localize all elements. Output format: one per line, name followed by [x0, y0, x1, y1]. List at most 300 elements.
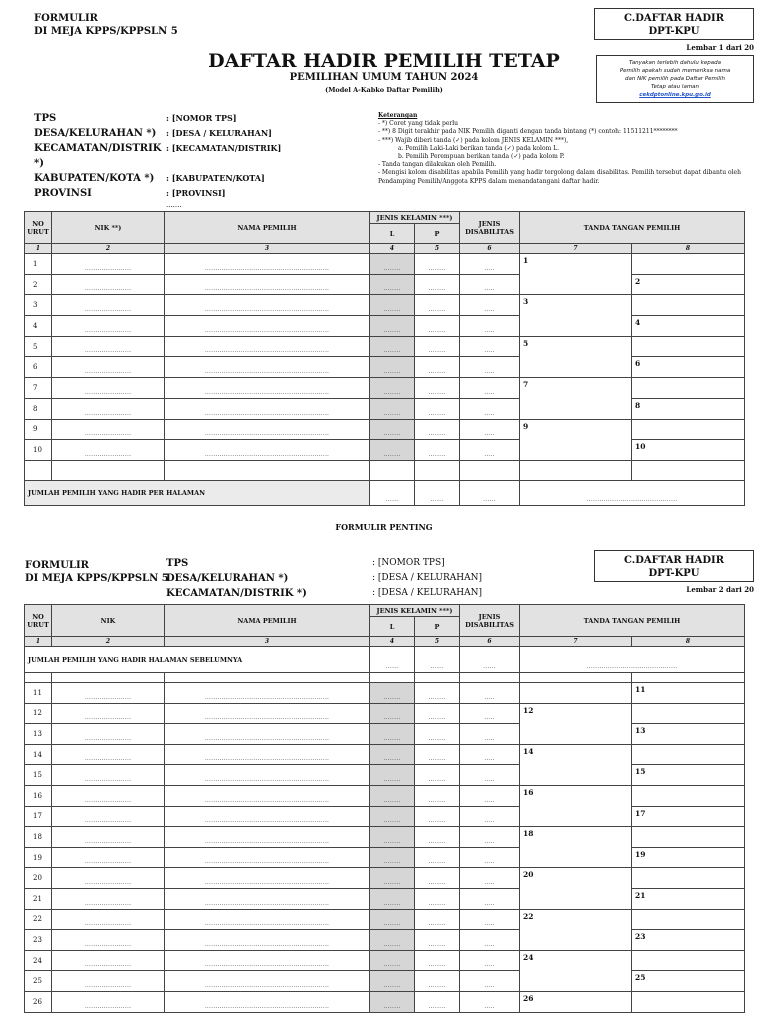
col-header-p: P: [415, 224, 460, 244]
signature-left[interactable]: 18: [520, 827, 632, 868]
signature-right[interactable]: [632, 785, 745, 806]
gender-l-field[interactable]: ........: [370, 336, 415, 357]
previous-l[interactable]: ......: [370, 647, 415, 673]
gender-p-field[interactable]: ........: [415, 254, 460, 275]
note-line: - Mengisi kolom disabilitas apabila Pemilih yang hadir tergolong dalam disabilitas. Pemilih tersebut dapat dibantu oleh Pendamping Pemilih/Anggota KPPS dalam menandatangani daftar hadir.: [378, 169, 741, 185]
formulir-line2: DI MEJA KPPS/KPPSLN 5: [34, 26, 178, 37]
col-header-nama: NAMA PEMILIH: [165, 605, 370, 637]
signature-left[interactable]: 20: [520, 868, 632, 909]
previous-dis[interactable]: ......: [460, 647, 520, 673]
disability-field[interactable]: .....: [460, 419, 520, 440]
signature-left[interactable]: 14: [520, 744, 632, 785]
nama-field[interactable]: ...........................................................: [165, 398, 370, 419]
gender-p-field[interactable]: ........: [415, 827, 460, 848]
signature-right[interactable]: [632, 336, 745, 357]
gender-p-field[interactable]: ........: [415, 806, 460, 827]
signature-right[interactable]: 23: [632, 930, 745, 951]
table-row: [25, 683, 745, 704]
signature-right[interactable]: 2: [632, 274, 745, 295]
nama-field[interactable]: ...........................................................: [165, 868, 370, 889]
previous-total-label: JUMLAH PEMILIH YANG HADIR HALAMAN SEBELUMNYA: [25, 647, 370, 673]
table-row: [25, 703, 745, 724]
nama-field[interactable]: ...........................................................: [165, 419, 370, 440]
gender-l-field[interactable]: ........: [370, 295, 415, 316]
gender-p-field[interactable]: ........: [415, 724, 460, 745]
identity-value: : [DESA / KELURAHAN]: [372, 573, 482, 583]
gender-l-field[interactable]: ........: [370, 357, 415, 378]
gender-l-field[interactable]: ........: [370, 316, 415, 337]
gender-p-field[interactable]: ........: [415, 295, 460, 316]
col-header-disabilitas: JENIS DISABILITAS: [460, 605, 520, 637]
table-row: [25, 440, 745, 461]
nama-field[interactable]: ...........................................................: [165, 724, 370, 745]
gender-p-field[interactable]: ........: [415, 930, 460, 951]
row-number: 26: [25, 991, 52, 1012]
row-number: 21: [25, 888, 52, 909]
gender-p-field[interactable]: ........: [415, 765, 460, 786]
signature-left[interactable]: 1: [520, 254, 632, 295]
gender-l-field[interactable]: ........: [370, 724, 415, 745]
col-header-p: P: [415, 617, 460, 637]
previous-signature[interactable]: ...........................................: [520, 647, 745, 673]
nik-field[interactable]: ......................: [52, 295, 165, 316]
signature-right[interactable]: [632, 419, 745, 440]
gender-p-field[interactable]: ........: [415, 378, 460, 399]
signature-right[interactable]: [632, 827, 745, 848]
signature-right[interactable]: [632, 744, 745, 765]
signature-right[interactable]: 6: [632, 357, 745, 378]
empty-cell: [25, 673, 52, 683]
disability-field[interactable]: .....: [460, 703, 520, 724]
nama-field[interactable]: ...........................................................: [165, 378, 370, 399]
row-number: 13: [25, 724, 52, 745]
gender-l-field[interactable]: ........: [370, 827, 415, 848]
formulir-line1: FORMULIR: [34, 13, 98, 24]
col-number: 7: [520, 637, 632, 647]
cekdpt-link[interactable]: cekdptonline.kpu.go.id: [639, 92, 711, 98]
nama-field[interactable]: ...........................................................: [165, 254, 370, 275]
identity-value: : [KABUPATEN/KOTA]: [166, 173, 265, 183]
gender-l-field[interactable]: ........: [370, 868, 415, 889]
gender-l-field[interactable]: ........: [370, 419, 415, 440]
gender-p-field[interactable]: ........: [415, 274, 460, 295]
nama-field[interactable]: ...........................................................: [165, 765, 370, 786]
summary-dis[interactable]: ......: [460, 480, 520, 505]
note-line: a. Pemilih Laki-Laki berikan tanda (✓) pada kolom L.: [398, 144, 560, 152]
nama-field[interactable]: ...........................................................: [165, 827, 370, 848]
col-header-jk: JENIS KELAMIN ***): [370, 212, 460, 224]
row-number: 15: [25, 765, 52, 786]
empty-cell: [370, 460, 415, 480]
nama-field[interactable]: ...........................................................: [165, 274, 370, 295]
summary-label: JUMLAH PEMILIH YANG HADIR PER HALAMAN: [25, 480, 370, 505]
nik-field[interactable]: ......................: [52, 254, 165, 275]
empty-cell: [632, 673, 745, 683]
info-line: Tanyakan terlebih dahulu kepada: [629, 60, 721, 66]
nama-field[interactable]: ...........................................................: [165, 357, 370, 378]
col-header-l: L: [370, 224, 415, 244]
nik-field[interactable]: ......................: [52, 703, 165, 724]
table-row: [25, 806, 745, 827]
gender-p-field[interactable]: ........: [415, 971, 460, 992]
nama-field[interactable]: ...........................................................: [165, 336, 370, 357]
signature-left[interactable]: 9: [520, 419, 632, 460]
row-number: 22: [25, 909, 52, 930]
signature-right[interactable]: 11: [632, 683, 745, 704]
signature-left[interactable]: 16: [520, 785, 632, 826]
table-row: [25, 950, 745, 971]
signature-right[interactable]: 10: [632, 440, 745, 461]
gender-p-field[interactable]: ........: [415, 847, 460, 868]
gender-p-field[interactable]: ........: [415, 440, 460, 461]
summary-signature[interactable]: ...........................................: [520, 480, 745, 505]
row-number: 19: [25, 847, 52, 868]
gender-p-field[interactable]: ........: [415, 316, 460, 337]
col-number: 1: [25, 244, 52, 254]
disability-field[interactable]: .....: [460, 950, 520, 971]
attendance-table-1: [24, 211, 745, 506]
gender-l-field[interactable]: ........: [370, 888, 415, 909]
signature-left[interactable]: 22: [520, 909, 632, 950]
identity-label: DESA/KELURAHAN *): [34, 128, 157, 139]
signature-right[interactable]: [632, 295, 745, 316]
signature-right[interactable]: 15: [632, 765, 745, 786]
empty-cell: [415, 673, 460, 683]
nama-field[interactable]: ...........................................................: [165, 991, 370, 1012]
summary-row: [25, 480, 745, 505]
disability-field[interactable]: .....: [460, 971, 520, 992]
previous-p[interactable]: ......: [415, 647, 460, 673]
disability-field[interactable]: .....: [460, 254, 520, 275]
nik-field[interactable]: ......................: [52, 765, 165, 786]
row-number: 16: [25, 785, 52, 806]
gender-l-field[interactable]: ........: [370, 950, 415, 971]
signature-right[interactable]: 19: [632, 847, 745, 868]
disability-field[interactable]: .....: [460, 357, 520, 378]
gender-p-field[interactable]: ........: [415, 744, 460, 765]
disability-field[interactable]: .....: [460, 440, 520, 461]
keterangan-notes: [378, 112, 753, 186]
col-header-no: NO URUT: [25, 212, 52, 244]
signature-right[interactable]: 13: [632, 724, 745, 745]
disability-field[interactable]: .....: [460, 274, 520, 295]
signature-left[interactable]: 24: [520, 950, 632, 991]
disability-field[interactable]: .....: [460, 868, 520, 889]
col-number: 2: [52, 244, 165, 254]
note-line: - Tanda tangan dilakukan oleh Pemilih.: [378, 161, 497, 169]
nama-field[interactable]: ...........................................................: [165, 683, 370, 704]
empty-cell: [370, 673, 415, 683]
gender-p-field[interactable]: ........: [415, 888, 460, 909]
page-subtitle: PEMILIHAN UMUM TAHUN 2024: [289, 72, 479, 83]
col-number: 1: [25, 637, 52, 647]
empty-cell: [165, 673, 370, 683]
row-number: 18: [25, 827, 52, 848]
table-row: [25, 827, 745, 848]
signature-right[interactable]: [632, 868, 745, 889]
row-number: 5: [25, 336, 52, 357]
info-box: [596, 55, 754, 103]
note-line: - **) 8 Digit terakhir pada NIK Pemilih diganti dengan tanda bintang (*) contoh: 11511211********: [378, 128, 678, 136]
nik-field[interactable]: ......................: [52, 847, 165, 868]
nik-field[interactable]: ......................: [52, 336, 165, 357]
disability-field[interactable]: .....: [460, 785, 520, 806]
table-row: [25, 765, 745, 786]
nik-field[interactable]: ......................: [52, 357, 165, 378]
info-line: Pemilih apakah sudah memeriksa nama: [619, 68, 731, 74]
table-row: [25, 274, 745, 295]
gender-l-field[interactable]: ........: [370, 909, 415, 930]
identity-label: KABUPATEN/KOTA *): [34, 173, 155, 184]
row-number: 10: [25, 440, 52, 461]
middle-title: FORMULIR PENTING: [335, 522, 433, 532]
summary-l[interactable]: ......: [370, 480, 415, 505]
gender-p-field[interactable]: ........: [415, 683, 460, 704]
disability-field[interactable]: .....: [460, 765, 520, 786]
col-header-nik: NIK **): [52, 212, 165, 244]
col-number: 3: [165, 244, 370, 254]
row-number: 24: [25, 950, 52, 971]
gender-p-field[interactable]: ........: [415, 991, 460, 1012]
nik-field[interactable]: ......................: [52, 930, 165, 951]
gender-p-field[interactable]: ........: [415, 909, 460, 930]
gender-l-field[interactable]: ........: [370, 398, 415, 419]
col-header-jk: JENIS KELAMIN ***): [370, 605, 460, 617]
gender-l-field[interactable]: ........: [370, 254, 415, 275]
nama-field[interactable]: ...........................................................: [165, 316, 370, 337]
nik-field[interactable]: ......................: [52, 971, 165, 992]
signature-right[interactable]: 25: [632, 971, 745, 992]
gender-l-field[interactable]: ........: [370, 991, 415, 1012]
signature-left[interactable]: 7: [520, 378, 632, 419]
nik-field[interactable]: ......................: [52, 274, 165, 295]
gender-p-field[interactable]: ........: [415, 868, 460, 889]
disability-field[interactable]: .....: [460, 888, 520, 909]
gender-p-field[interactable]: ........: [415, 419, 460, 440]
nik-field[interactable]: ......................: [52, 991, 165, 1012]
nama-field[interactable]: ...........................................................: [165, 806, 370, 827]
signature-right[interactable]: [632, 378, 745, 399]
gender-l-field[interactable]: ........: [370, 378, 415, 399]
gender-p-field[interactable]: ........: [415, 703, 460, 724]
identity-value: : [DESA / KELURAHAN]: [166, 128, 272, 138]
empty-cell: [165, 460, 370, 480]
nama-field[interactable]: ...........................................................: [165, 971, 370, 992]
nik-field[interactable]: ......................: [52, 724, 165, 745]
sheet-counter-1: Lembar 1 dari 20: [686, 43, 754, 52]
gender-l-field[interactable]: ........: [370, 785, 415, 806]
col-number: 5: [415, 244, 460, 254]
info-line: Tetap atau laman: [650, 84, 700, 90]
nama-field[interactable]: ...........................................................: [165, 744, 370, 765]
row-number: 1: [25, 254, 52, 275]
disability-field[interactable]: .....: [460, 744, 520, 765]
disability-field[interactable]: .....: [460, 316, 520, 337]
identity-value: : [NOMOR TPS]: [372, 558, 445, 568]
nama-field[interactable]: ...........................................................: [165, 950, 370, 971]
signature-left[interactable]: 5: [520, 336, 632, 377]
table-row: [25, 419, 745, 440]
gender-p-field[interactable]: ........: [415, 950, 460, 971]
row-number: 6: [25, 357, 52, 378]
identity-label: KECAMATAN/DISTRIK *): [166, 588, 307, 599]
nik-field[interactable]: ......................: [52, 785, 165, 806]
identity-label: DESA/KELURAHAN *): [166, 573, 289, 584]
nik-field[interactable]: ......................: [52, 950, 165, 971]
col-number: 3: [165, 637, 370, 647]
signature-left[interactable]: 26: [520, 991, 632, 1012]
formulir-label-2: [25, 559, 169, 585]
gender-l-field[interactable]: ........: [370, 847, 415, 868]
empty-cell: [52, 673, 165, 683]
col-number: 8: [632, 637, 745, 647]
signature-left[interactable]: 12: [520, 703, 632, 744]
nama-field[interactable]: ...........................................................: [165, 847, 370, 868]
col-header-nama: NAMA PEMILIH: [165, 212, 370, 244]
identity-label: TPS: [34, 113, 57, 124]
empty-cell: [632, 460, 745, 480]
table-row: [25, 868, 745, 889]
nama-field[interactable]: ...........................................................: [165, 909, 370, 930]
signature-right[interactable]: [632, 909, 745, 930]
nama-field[interactable]: ...........................................................: [165, 703, 370, 724]
identity-extra: .......: [166, 201, 182, 209]
signature-right[interactable]: [632, 950, 745, 971]
disability-field[interactable]: .....: [460, 336, 520, 357]
gender-p-field[interactable]: ........: [415, 357, 460, 378]
gender-p-field[interactable]: ........: [415, 336, 460, 357]
nik-field[interactable]: ......................: [52, 909, 165, 930]
identity-label: KECAMATAN/DISTRIK *): [34, 143, 162, 169]
gender-l-field[interactable]: ........: [370, 930, 415, 951]
signature-left[interactable]: 3: [520, 295, 632, 336]
col-number: 7: [520, 244, 632, 254]
info-line: dan NIK pemilih pada Daftar Pemilih: [625, 76, 725, 82]
keterangan-title: Keterangan: [378, 112, 418, 119]
identity-value: : [KECAMATAN/DISTRIK]: [166, 143, 282, 153]
gender-l-field[interactable]: ........: [370, 274, 415, 295]
identity-value: : [PROVINSI]: [166, 188, 226, 198]
signature-right[interactable]: [632, 254, 745, 275]
empty-cell: [520, 673, 632, 683]
note-line: b. Pemilih Perempuan berikan tanda (✓) pada kolom P.: [398, 153, 565, 161]
disability-field[interactable]: .....: [460, 683, 520, 704]
empty-cell: [460, 460, 520, 480]
row-number: 17: [25, 806, 52, 827]
disability-field[interactable]: .....: [460, 930, 520, 951]
disability-field[interactable]: .....: [460, 827, 520, 848]
signature-right[interactable]: 21: [632, 888, 745, 909]
nama-field[interactable]: ...........................................................: [165, 440, 370, 461]
row-number: 3: [25, 295, 52, 316]
signature-right[interactable]: 17: [632, 806, 745, 827]
gender-p-field[interactable]: ........: [415, 398, 460, 419]
disability-field[interactable]: .....: [460, 398, 520, 419]
form-code-box-2: [594, 550, 754, 582]
row-number: 20: [25, 868, 52, 889]
nik-field[interactable]: ......................: [52, 378, 165, 399]
nama-field[interactable]: ...........................................................: [165, 930, 370, 951]
nik-field[interactable]: ......................: [52, 827, 165, 848]
disability-field[interactable]: .....: [460, 847, 520, 868]
identity-value: : [NOMOR TPS]: [166, 113, 237, 123]
form-code-line2: DPT-KPU: [648, 26, 700, 37]
nik-field[interactable]: ......................: [52, 419, 165, 440]
gender-l-field[interactable]: ........: [370, 971, 415, 992]
disability-field[interactable]: .....: [460, 806, 520, 827]
col-number: 4: [370, 244, 415, 254]
table-row: [25, 909, 745, 930]
empty-cell: [415, 460, 460, 480]
table-row: [25, 295, 745, 316]
row-number: 11: [25, 683, 52, 704]
row-number: 14: [25, 744, 52, 765]
gender-l-field[interactable]: ........: [370, 703, 415, 724]
disability-field[interactable]: .....: [460, 724, 520, 745]
signature-right[interactable]: [632, 991, 745, 1012]
signature-right[interactable]: 8: [632, 398, 745, 419]
signature-right[interactable]: 4: [632, 316, 745, 337]
signature-left[interactable]: [520, 683, 632, 704]
identity-block-1: [34, 111, 374, 201]
gender-l-field[interactable]: ........: [370, 765, 415, 786]
col-header-ttd: TANDA TANGAN PEMILIH: [520, 605, 745, 637]
nama-field[interactable]: ...........................................................: [165, 888, 370, 909]
col-header-ttd: TANDA TANGAN PEMILIH: [520, 212, 745, 244]
disability-field[interactable]: .....: [460, 991, 520, 1012]
gender-l-field[interactable]: ........: [370, 683, 415, 704]
summary-p[interactable]: ......: [415, 480, 460, 505]
disability-field[interactable]: .....: [460, 909, 520, 930]
table-row: [25, 357, 745, 378]
note-line: - ***) Wajib diberi tanda (✓) pada kolom JENIS KELAMIN ***),: [378, 136, 569, 144]
gender-p-field[interactable]: ........: [415, 785, 460, 806]
nik-field[interactable]: ......................: [52, 806, 165, 827]
nama-field[interactable]: ...........................................................: [165, 785, 370, 806]
nik-field[interactable]: ......................: [52, 888, 165, 909]
nik-field[interactable]: ......................: [52, 744, 165, 765]
table-row: [25, 847, 745, 868]
nama-field[interactable]: ...........................................................: [165, 295, 370, 316]
table-row: [25, 254, 745, 275]
previous-total-row: [25, 647, 745, 673]
gender-l-field[interactable]: ........: [370, 806, 415, 827]
gender-l-field[interactable]: ........: [370, 744, 415, 765]
signature-right[interactable]: [632, 703, 745, 724]
row-number: 4: [25, 316, 52, 337]
form-code-line2: DPT-KPU: [648, 568, 700, 579]
disability-field[interactable]: .....: [460, 295, 520, 316]
model-label: (Model A-Kabko Daftar Pemilih): [325, 86, 443, 94]
nik-field[interactable]: ......................: [52, 868, 165, 889]
form-code-line1: C.DAFTAR HADIR: [623, 555, 725, 566]
table-row: [25, 744, 745, 765]
nik-field[interactable]: ......................: [52, 683, 165, 704]
nik-field[interactable]: ......................: [52, 398, 165, 419]
nik-field[interactable]: ......................: [52, 440, 165, 461]
note-line: - *) Coret yang tidak perlu: [378, 120, 459, 128]
gender-l-field[interactable]: ........: [370, 440, 415, 461]
form-code-line1: C.DAFTAR HADIR: [623, 13, 725, 24]
identity-label: TPS: [166, 558, 189, 569]
col-number: 6: [460, 244, 520, 254]
col-header-disabilitas: JENIS DISABILITAS: [460, 212, 520, 244]
disability-field[interactable]: .....: [460, 378, 520, 399]
nik-field[interactable]: ......................: [52, 316, 165, 337]
spacer-row: [25, 673, 745, 683]
formulir-label-1: [34, 12, 178, 38]
row-number: 9: [25, 419, 52, 440]
